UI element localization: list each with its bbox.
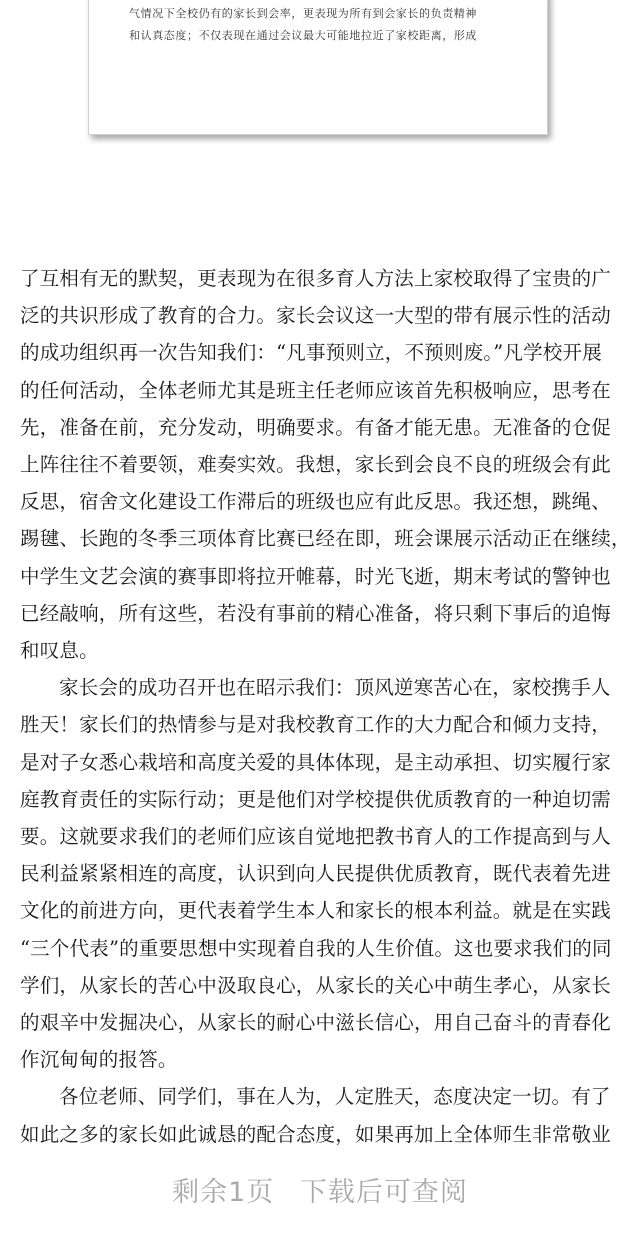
text-line: 上阵往往不着要领，难奏实效。我想，家长到会良不良的班级会有此 — [20, 453, 612, 477]
text-line: 学们，从家长的苦心中汲取良心，从家长的关心中萌生孝心，从家长 — [20, 973, 612, 997]
text-line: 了互相有无的默契，更表现为在很多育人方法上家校取得了宝贵的广 — [20, 267, 612, 290]
preview-text — [129, 0, 513, 47]
paragraph-start-line: 各位老师、同学们，事在人为，人定胜天，态度决定一切。有了 — [59, 1085, 611, 1109]
text-line: 要。这就要求我们的老师们应该自觉地把教书育人的工作提高到与人 — [20, 825, 612, 849]
download-to-view-label: 下载后可查阅 — [299, 1177, 468, 1208]
text-line: 庭教育责任的实际行动；更是他们对学校提供优质教育的一种迫切需 — [20, 787, 612, 811]
paragraph-start-line: 家长会的成功召开也在昭示我们：顶风逆寒苦心在，家校携手人 — [59, 676, 611, 700]
text-line: 已经敲响，所有这些，若没有事前的精心准备，将只剩下事后的追悔 — [20, 601, 612, 625]
text-line: 民利益紧紧相连的高度，认识到向人民提供优质教育，既代表着先进 — [20, 862, 612, 886]
preview-line: 和认真态度；不仅表现在通过会议最大可能地拉近了家校距离，形成 — [129, 29, 477, 42]
text-line: 先，准备在前，充分发动，明确要求。有备才能无患。无准备的仓促 — [20, 415, 612, 439]
text-line: 是对子女悉心栽培和高度关爱的具体体现，是主动承担、切实履行家 — [20, 750, 612, 774]
text-line: 的任何活动，全体老师尤其是班主任老师应该首先积极响应，思考在 — [20, 378, 612, 402]
preview-line: 气情况下全校仍有的家长到会率，更表现为所有到会家长的负责精神 — [129, 7, 477, 20]
download-to-view-banner[interactable] — [0, 1170, 640, 1209]
text-line: 和叹息。 — [20, 639, 99, 663]
text-line: 作沉甸甸的报答。 — [20, 1048, 178, 1072]
text-line: 踢毽、长跑的冬季三项体育比赛已经在即，班会课展示活动正在继续， — [20, 527, 631, 551]
text-line: 中学生文艺会演的赛事即将拉开帷幕，时光飞逝，期末考试的警钟也 — [20, 564, 612, 588]
article-body — [20, 260, 631, 1153]
text-line: 泛的共识形成了教育的合力。家长会议这一大型的带有展示性的活动 — [20, 304, 612, 328]
text-line: “三个代表”的重要思想中实现着自我的人生价值。这也要求我们的同 — [20, 936, 612, 960]
text-line: 的成功组织再一次告知我们：“凡事预则立，不预则废。”凡学校开展 — [20, 341, 602, 365]
text-line: 的艰辛中发掘决心，从家长的耐心中滋长信心，用自己奋斗的青春化 — [20, 1011, 612, 1035]
text-line: 胜天！家长们的热情参与是对我校教育工作的大力配合和倾力支持， — [20, 713, 612, 737]
text-line: 文化的前进方向，更代表着学生本人和家长的根本利益。就是在实践 — [20, 899, 612, 923]
text-line: 如此之多的家长如此诚恳的配合态度，如果再加上全体师生非常敬业 — [20, 1122, 612, 1146]
preview-page-card — [88, 0, 548, 135]
remaining-pages-label: 剩余1页 — [172, 1177, 275, 1208]
text-line: 反思，宿舍文化建设工作滞后的班级也应有此反思。我还想，跳绳、 — [20, 490, 612, 514]
